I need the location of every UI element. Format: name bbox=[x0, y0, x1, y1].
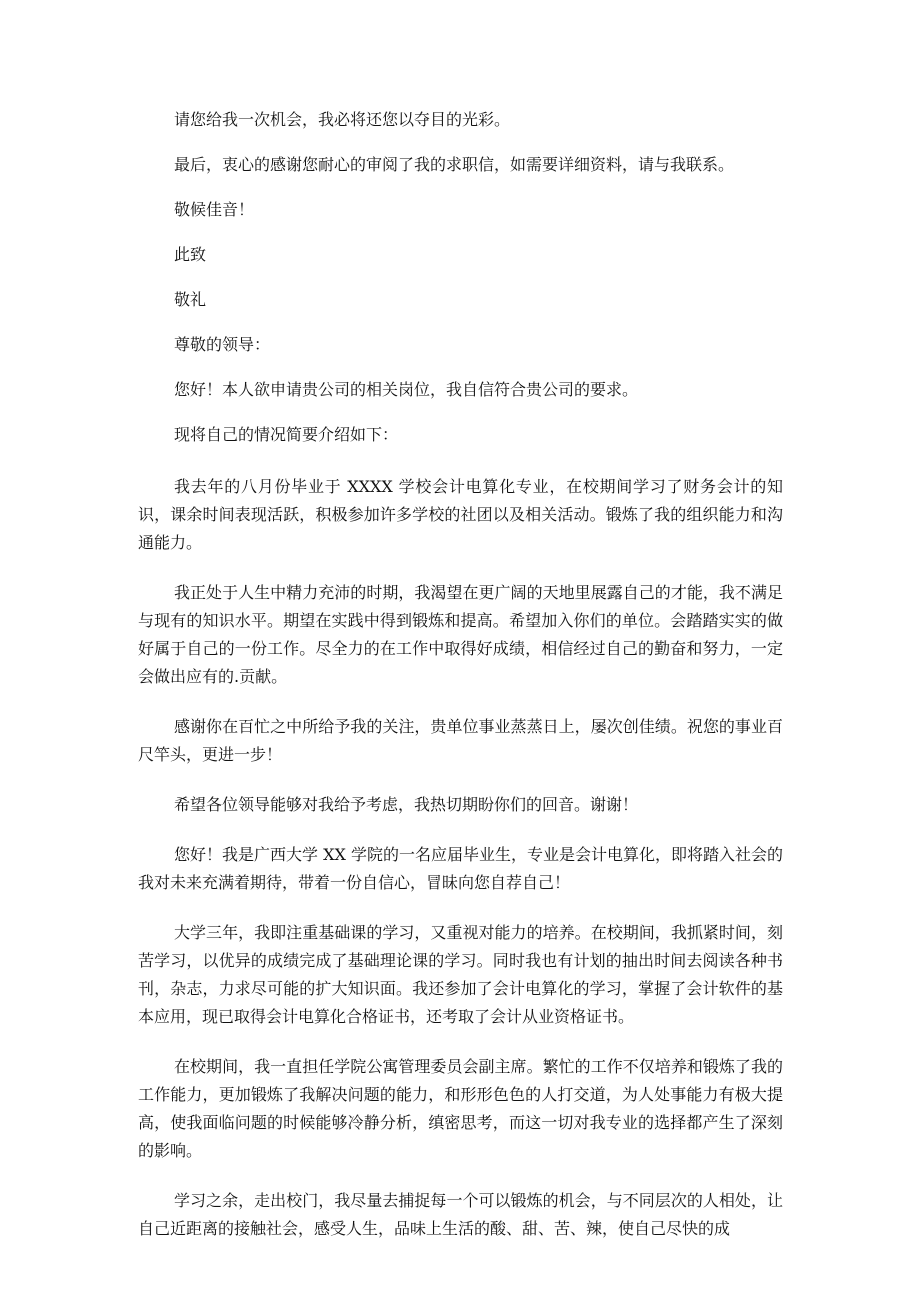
paragraph-hope: 希望各位领导能够对我给予考虑，我热切期盼你们的回音。谢谢！ bbox=[174, 795, 639, 814]
paragraph-campus-role: 在校期间，我一直担任学院公寓管理委员会副主席。繁忙的工作不仅培养和锻炼了我的工作能力，更加锻炼了我解决问题的能力，和形形色色的人打交道，为人处事能力有极大提高，使我面临问题的时候能够冷静分析，缜密思考，而这一切对我专业的选择都产生了深刻的影响。 bbox=[138, 1057, 783, 1160]
paragraph-graduation: 我去年的八月份毕业于 XXXX 学校会计电算化专业，在校期间学习了财务会计的知识，课余时间表现活跃，积极参加许多学校的社团以及相关活动。锻炼了我的组织能力和沟通能力。 bbox=[138, 477, 783, 552]
paragraph-social-practice: 学习之余，走出校门，我尽量去捕捉每一个可以锻炼的机会，与不同层次的人相处，让自己近距离的接触社会，感受人生，品味上生活的酸、甜、苦、辣，使自己尽快的成 bbox=[138, 1191, 783, 1238]
paragraph-thanks: 最后，衷心的感谢您耐心的审阅了我的求职信，如需要详细资料，请与我联系。 bbox=[174, 155, 735, 174]
paragraph-intro: 您好！本人欲申请贵公司的相关岗位，我自信符合贵公司的要求。 bbox=[174, 380, 639, 399]
paragraph-salutation-ci-zhi: 此致 bbox=[174, 245, 207, 264]
paragraph-opportunity: 请您给我一次机会，我必将还您以夺目的光彩。 bbox=[174, 110, 511, 129]
letter-body bbox=[138, 106, 783, 1243]
paragraph-ambition: 我正处于人生中精力充沛的时期，我渴望在更广阔的天地里展露自己的才能，我不满足与现有的知识水平。期望在实践中得到锻炼和提高。希望加入你们的单位。会踏踏实实的做好属于自己的一份工作。尽全力的在工作中取得好成绩，相信经过自己的勤奋和努力，一定会做出应有的.贡献。 bbox=[138, 583, 783, 686]
paragraph-await-reply: 敬候佳音！ bbox=[174, 200, 255, 219]
paragraph-overview: 现将自己的情况简要介绍如下： bbox=[174, 425, 399, 444]
paragraph-gratitude: 感谢你在百忙之中所给予我的关注，贵单位事业蒸蒸日上，屡次创佳绩。祝您的事业百尺竿头，更进一步！ bbox=[138, 717, 783, 764]
paragraph-self-recommendation: 您好！我是广西大学 XX 学院的一名应届毕业生，专业是会计电算化，即将踏入社会的我对未来充满着期待，带着一份自信心，冒昧向您自荐自己！ bbox=[138, 845, 783, 892]
paragraph-university-study: 大学三年，我即注重基础课的学习，又重视对能力的培养。在校期间，我抓紧时间，刻苦学习，以优异的成绩完成了基础理论课的学习。同时我也有计划的抽出时间去阅读各种书刊，杂志，力求尽可能的扩大知识面。我还参加了会计电算化的学习，掌握了会计软件的基本应用，现已取得会计电算化合格证书，还考取了会计从业资格证书。 bbox=[138, 923, 783, 1026]
paragraph-salutation-jing-li: 敬礼 bbox=[174, 290, 207, 309]
paragraph-greeting: 尊敬的领导： bbox=[174, 335, 271, 354]
